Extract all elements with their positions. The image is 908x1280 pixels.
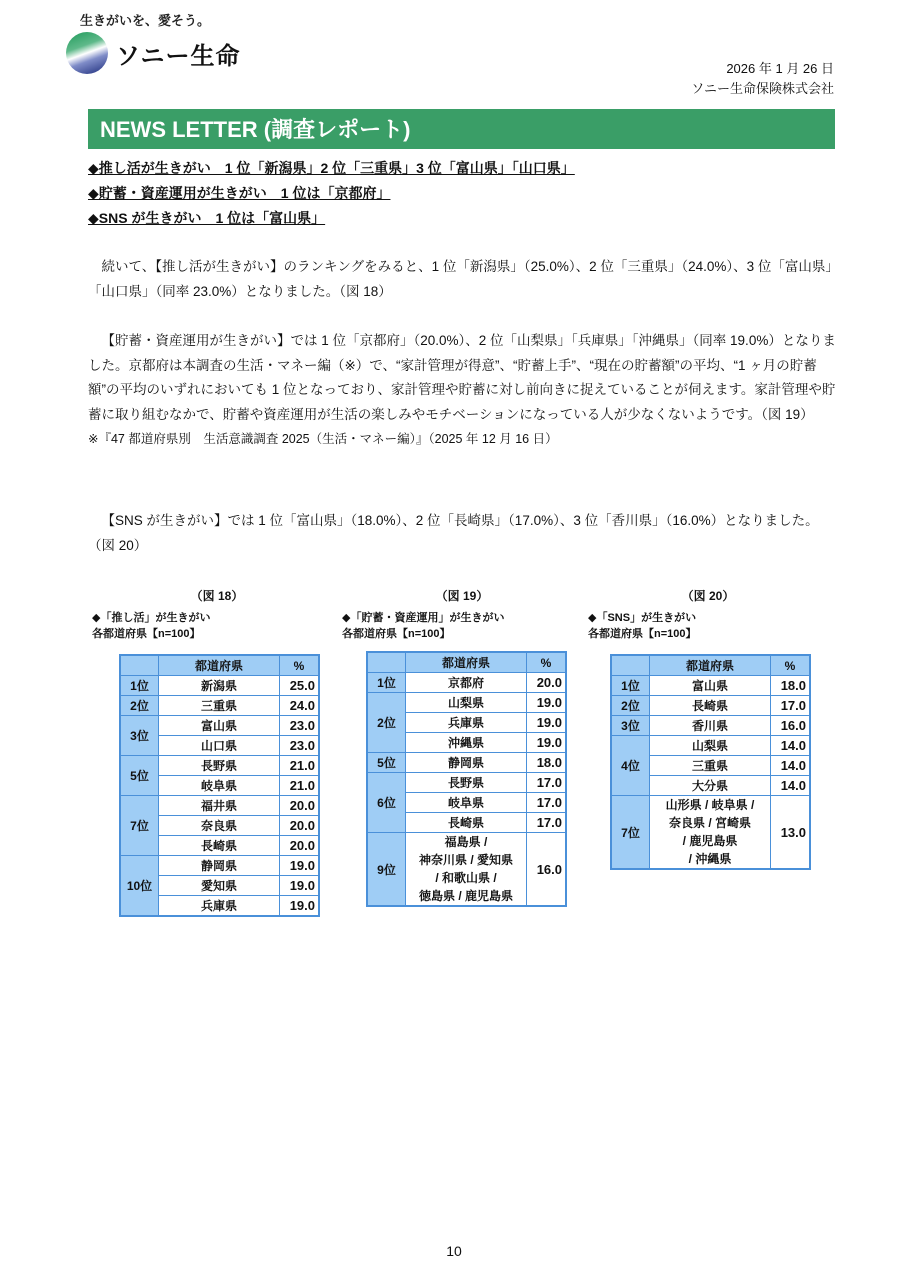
table-row xyxy=(120,796,319,816)
table-header-row xyxy=(367,652,566,673)
table-row xyxy=(367,753,566,773)
rank-cell: 10位 xyxy=(120,856,159,917)
percent-cell: 20.0 xyxy=(280,796,320,816)
figure-title: （図 18） xyxy=(190,589,244,603)
percent-cell: 20.0 xyxy=(527,673,567,693)
percent-cell: 19.0 xyxy=(280,876,320,896)
percent-cell: 21.0 xyxy=(280,756,320,776)
prefecture-cell: 三重県 xyxy=(159,696,280,716)
rank-cell: 2位 xyxy=(611,696,650,716)
figure-subtitle: ◆「推し活」が生きがい xyxy=(92,612,211,624)
prefecture-cell: 大分県 xyxy=(650,776,771,796)
prefecture-cell: 静岡県 xyxy=(406,753,527,773)
prefecture-cell: 長野県 xyxy=(159,756,280,776)
newsletter-banner: NEWS LETTER (調査レポート) xyxy=(88,109,835,149)
table-row xyxy=(120,716,319,736)
paragraph-text: 続いて、【推し活が生きがい】のランキングをみると、1 位「新潟県」（25.0%）、2 位「三重県」（24.0%）、3 位「富山県」「山口県」（同率 23.0%）となりました。（図 18） xyxy=(88,259,833,299)
header-percent: % xyxy=(280,655,320,676)
ranking-table xyxy=(366,651,567,907)
percent-cell: 17.0 xyxy=(527,773,567,793)
rank-cell: 6位 xyxy=(367,773,406,833)
table-row xyxy=(611,796,810,870)
headlines xyxy=(88,156,575,231)
page-number: 10 xyxy=(446,1243,462,1259)
percent-cell: 14.0 xyxy=(771,756,811,776)
figure-sample: 各都道府県【n=100】 xyxy=(92,628,201,640)
footnote: ※『47 都道府県別 生活意識調査 2025（生活・マネー編）』（2025 年 12 月 16 日） xyxy=(88,432,558,446)
header-percent: % xyxy=(771,655,811,676)
percent-cell: 17.0 xyxy=(527,793,567,813)
percent-cell: 16.0 xyxy=(771,716,811,736)
percent-cell: 24.0 xyxy=(280,696,320,716)
paragraph-text: 【貯蓄・資産運用が生きがい】では 1 位「京都府」（20.0%）、2 位「山梨県」「兵庫県」「沖縄県」（同率 19.0%）となりました。京都府は本調査の生活・マネー編（※）で、“家計管理が得意”、“貯蓄上手”、“現在の貯蓄額”の平均、“1 ヶ月の貯蓄額”の平均のいずれにおいても 1 位となっており、家計管理や貯蓄に対し前向きに捉えていることが伺えます。家計管理や貯蓄に取り組むなかで、貯蓄や資産運用が生活の楽しみやモチベーションになっている人が少なくないようです。（図 19） xyxy=(88,333,836,422)
table-row xyxy=(611,716,810,736)
table-row xyxy=(120,696,319,716)
paragraph-savings xyxy=(88,329,836,452)
percent-cell: 17.0 xyxy=(527,813,567,833)
rank-cell: 1位 xyxy=(367,673,406,693)
figure-18 xyxy=(92,587,342,917)
rank-cell: 7位 xyxy=(120,796,159,856)
table-row xyxy=(611,676,810,696)
figure-20 xyxy=(588,587,828,870)
prefecture-cell: 福井県 xyxy=(159,796,280,816)
table-row xyxy=(611,696,810,716)
ranking-table xyxy=(610,654,811,870)
percent-cell: 23.0 xyxy=(280,736,320,756)
table-row xyxy=(367,693,566,713)
company-name: ソニー生命保険株式会社 xyxy=(691,81,834,96)
ranking-table xyxy=(119,654,320,917)
prefecture-cell: 長野県 xyxy=(406,773,527,793)
prefecture-cell: 山梨県 xyxy=(406,693,527,713)
percent-cell: 14.0 xyxy=(771,776,811,796)
percent-cell: 19.0 xyxy=(527,733,567,753)
logo-text: ソニー生命 xyxy=(116,42,241,70)
percent-cell: 19.0 xyxy=(527,713,567,733)
rank-cell: 9位 xyxy=(367,833,406,907)
prefecture-cell: 長崎県 xyxy=(406,813,527,833)
prefecture-cell: 香川県 xyxy=(650,716,771,736)
date-block xyxy=(691,59,834,99)
table-header-row xyxy=(611,655,810,676)
header-prefecture: 都道府県 xyxy=(159,655,280,676)
header-rank-cell xyxy=(611,655,650,676)
prefecture-cell: 兵庫県 xyxy=(406,713,527,733)
percent-cell: 20.0 xyxy=(280,836,320,856)
paragraph-text: 【SNS が生きがい】では 1 位「富山県」（18.0%）、2 位「長崎県」（17.0%）、3 位「香川県」（16.0%）となりました。（図 20） xyxy=(88,513,819,553)
prefecture-cell: 愛知県 xyxy=(159,876,280,896)
figure-19 xyxy=(342,587,582,907)
headline: ◆推し活が生きがい 1 位「新潟県」2 位「三重県」3 位「富山県」「山口県」 xyxy=(88,160,575,176)
prefecture-cell: 三重県 xyxy=(650,756,771,776)
rank-cell: 2位 xyxy=(120,696,159,716)
logo-mark-icon xyxy=(66,32,108,74)
paragraph-oshikatsu xyxy=(88,255,836,304)
percent-cell: 18.0 xyxy=(771,676,811,696)
prefecture-cell: 福島県 / 神奈川県 / 愛知県 / 和歌山県 / 徳島県 / 鹿児島県 xyxy=(406,833,527,907)
prefecture-cell: 山口県 xyxy=(159,736,280,756)
table-row xyxy=(120,756,319,776)
prefecture-cell: 兵庫県 xyxy=(159,896,280,917)
header-prefecture: 都道府県 xyxy=(650,655,771,676)
prefecture-cell: 新潟県 xyxy=(159,676,280,696)
prefecture-cell: 富山県 xyxy=(159,716,280,736)
percent-cell: 14.0 xyxy=(771,736,811,756)
prefecture-cell: 長崎県 xyxy=(159,836,280,856)
percent-cell: 18.0 xyxy=(527,753,567,773)
paragraph-sns xyxy=(88,509,836,558)
header-rank-cell xyxy=(367,652,406,673)
table-row xyxy=(367,833,566,907)
header-prefecture: 都道府県 xyxy=(406,652,527,673)
prefecture-cell: 山梨県 xyxy=(650,736,771,756)
rank-cell: 7位 xyxy=(611,796,650,870)
prefecture-cell: 山形県 / 岐阜県 / 奈良県 / 宮崎県 / 鹿児島県 / 沖縄県 xyxy=(650,796,771,870)
prefecture-cell: 奈良県 xyxy=(159,816,280,836)
tagline: 生きがいを、愛そう。 xyxy=(80,13,211,28)
rank-cell: 2位 xyxy=(367,693,406,753)
percent-cell: 20.0 xyxy=(280,816,320,836)
rank-cell: 5位 xyxy=(120,756,159,796)
rank-cell: 1位 xyxy=(611,676,650,696)
percent-cell: 19.0 xyxy=(280,856,320,876)
percent-cell: 21.0 xyxy=(280,776,320,796)
prefecture-cell: 沖縄県 xyxy=(406,733,527,753)
figure-subtitle: ◆「SNS」が生きがい xyxy=(588,612,697,624)
figure-subtitle: ◆「貯蓄・資産運用」が生きがい xyxy=(342,612,505,624)
percent-cell: 17.0 xyxy=(771,696,811,716)
prefecture-cell: 長崎県 xyxy=(650,696,771,716)
percent-cell: 19.0 xyxy=(280,896,320,917)
rank-cell: 5位 xyxy=(367,753,406,773)
rank-cell: 4位 xyxy=(611,736,650,796)
table-row xyxy=(120,856,319,876)
rank-cell: 1位 xyxy=(120,676,159,696)
header-percent: % xyxy=(527,652,567,673)
table-header-row xyxy=(120,655,319,676)
percent-cell: 16.0 xyxy=(527,833,567,907)
headline: ◆SNS が生きがい 1 位は「富山県」 xyxy=(88,210,326,226)
figure-sample: 各都道府県【n=100】 xyxy=(588,628,697,640)
percent-cell: 23.0 xyxy=(280,716,320,736)
prefecture-cell: 京都府 xyxy=(406,673,527,693)
percent-cell: 19.0 xyxy=(527,693,567,713)
company-logo xyxy=(66,32,241,74)
figure-title: （図 20） xyxy=(681,589,735,603)
percent-cell: 25.0 xyxy=(280,676,320,696)
table-row xyxy=(611,736,810,756)
figure-title: （図 19） xyxy=(435,589,489,603)
headline: ◆貯蓄・資産運用が生きがい 1 位は「京都府」 xyxy=(88,185,391,201)
prefecture-cell: 岐阜県 xyxy=(406,793,527,813)
table-row xyxy=(367,673,566,693)
issue-date: 2026 年 1 月 26 日 xyxy=(726,61,834,76)
percent-cell: 13.0 xyxy=(771,796,811,870)
table-row xyxy=(367,773,566,793)
figure-sample: 各都道府県【n=100】 xyxy=(342,628,451,640)
prefecture-cell: 岐阜県 xyxy=(159,776,280,796)
prefecture-cell: 富山県 xyxy=(650,676,771,696)
rank-cell: 3位 xyxy=(120,716,159,756)
table-row xyxy=(120,676,319,696)
rank-cell: 3位 xyxy=(611,716,650,736)
header-rank-cell xyxy=(120,655,159,676)
prefecture-cell: 静岡県 xyxy=(159,856,280,876)
